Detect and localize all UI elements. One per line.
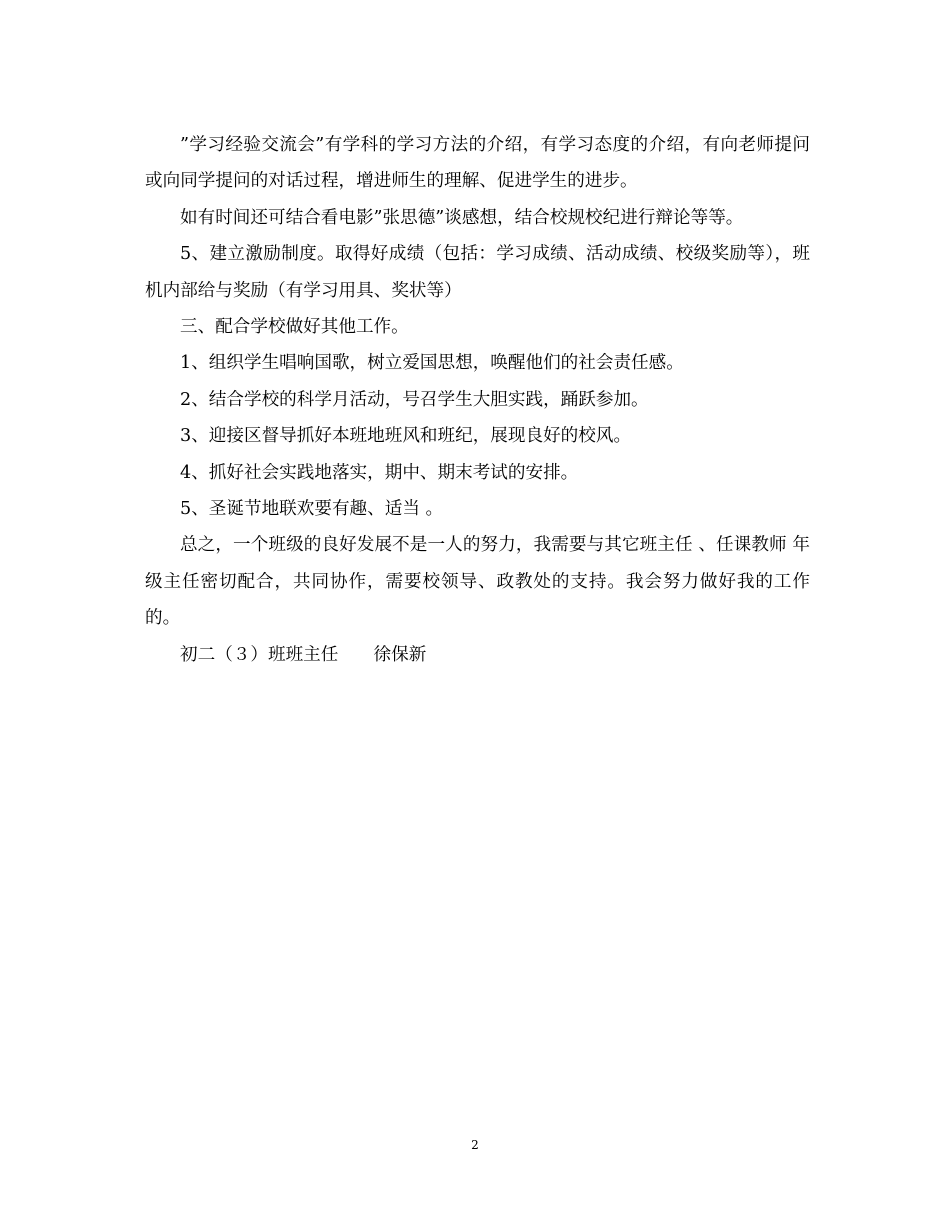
list-item-science-month: 2、结合学校的科学月活动，号召学生大胆实践，踊跃参加。 bbox=[180, 389, 649, 410]
signature-line: 初二（３）班班主任 徐保新 bbox=[180, 644, 427, 665]
list-item-social-practice: 4、抓好社会实践地落实，期中、期末考试的安排。 bbox=[180, 462, 579, 483]
paragraph-movie-discussion: 如有时间还可结合看电影”张思德”谈感想，结合校规校纪进行辩论等等。 bbox=[180, 207, 744, 228]
list-item-district-inspection: 3、迎接区督导抓好本班地班风和班纪，展现良好的校风。 bbox=[180, 426, 632, 447]
paragraph-incentive-system: 5、建立激励制度。取得好成绩（包括：学习成绩、活动成绩、校级奖励等），班机内部给与奖励（有学习用具、奖状等） bbox=[145, 244, 810, 301]
list-item-christmas-party: 5、圣诞节地联欢要有趣、适当 。 bbox=[180, 499, 444, 520]
list-item-national-anthem: 1、组织学生唱响国歌，树立爱国思想，唤醒他们的社会责任感。 bbox=[180, 353, 684, 374]
paragraph-exchange-meeting: ”学习经验交流会”有学科的学习方法的介绍，有学习态度的介绍，有向老师提问或向同学提问的对话过程，增进师生的理解、促进学生的进步。 bbox=[145, 135, 810, 192]
paragraph-conclusion: 总之，一个班级的良好发展不是一人的努力，我需要与其它班主任 、任课教师 年级主任密切配合，共同协作，需要校领导、政教处的支持。我会努力做好我的工作的。 bbox=[145, 535, 810, 629]
section-heading-school-cooperation: 三、配合学校做好其他工作。 bbox=[180, 317, 409, 338]
document-body bbox=[145, 127, 810, 673]
page-number: 2 bbox=[471, 1138, 479, 1152]
